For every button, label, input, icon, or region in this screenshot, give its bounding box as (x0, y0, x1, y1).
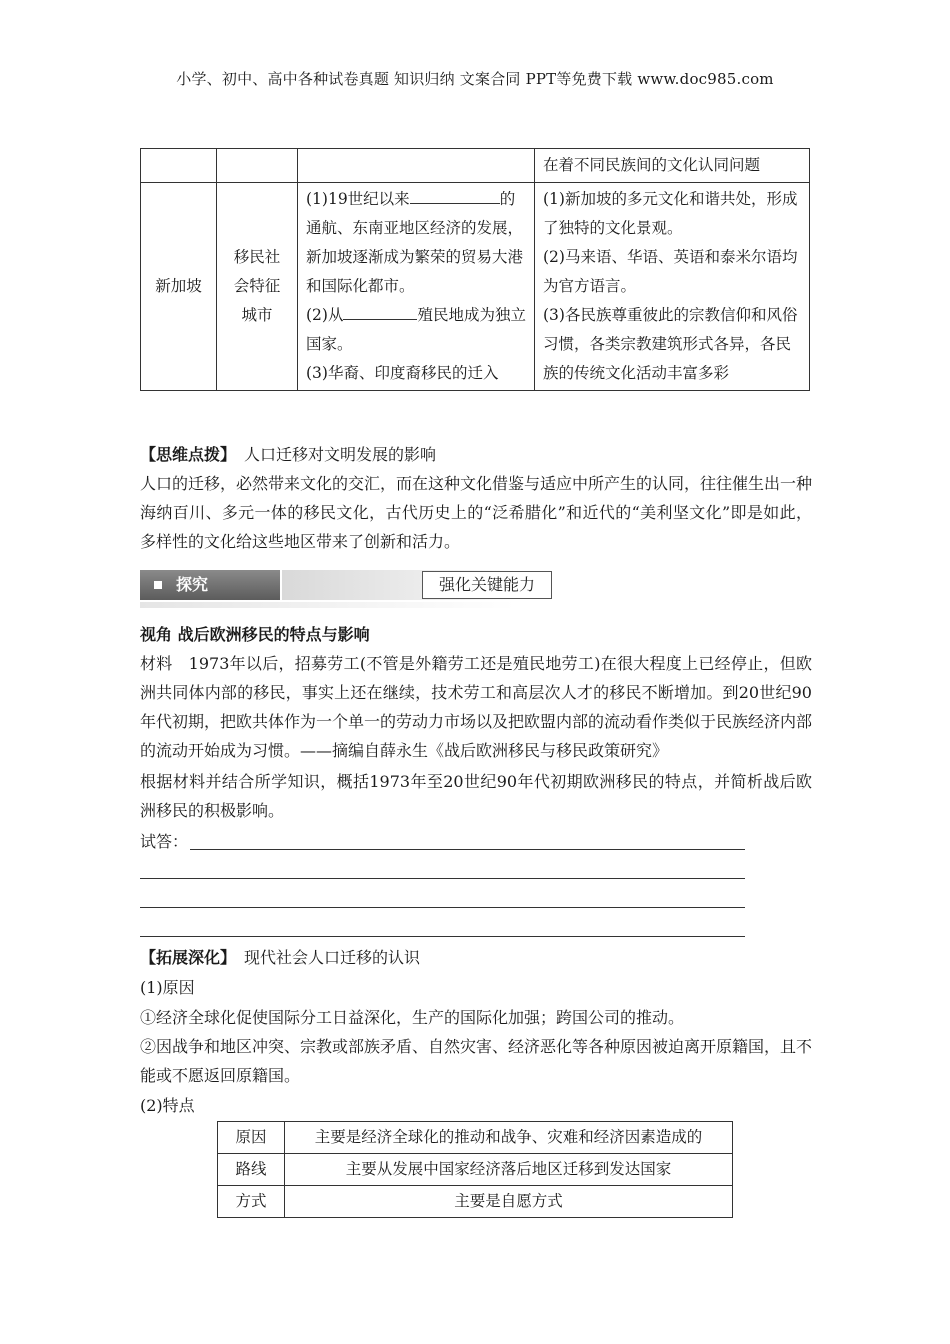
table-row: 原因 主要是经济全球化的推动和战争、灾难和经济因素造成的 (218, 1122, 733, 1154)
reason-1: ①经济全球化促使国际分工日益深化，生产的国际化加强；跨国公司的推动。 (140, 1008, 685, 1027)
table-row (141, 149, 810, 183)
cell-type: 移民社会特征城市 (217, 183, 298, 391)
cell-features: (1)新加坡的多元文化和谐共处，形成了独特的文化景观。 (2)马来语、华语、英语和泰米尔语均为官方语言。 (3)各民族尊重彼此的宗教信仰和风俗习惯，各类宗教建筑形式各异，各民族的传统文化活动丰富多彩 (535, 183, 810, 391)
page-header: 小学、初中、高中各种试卷真题 知识归纳 文案合同 PPT等免费下载 www.doc985.com (176, 70, 774, 88)
table-row: 方式 主要是自愿方式 (218, 1186, 733, 1218)
material-text: 材料 1973年以后，招募劳工(不管是外籍劳工还是殖民地劳工)在很大程度上已经停止，但欧洲共同体内部的移民，事实上还在继续，技术劳工和高层次人才的移民不断增加。到20世纪90年代初期，把欧共体作为一个单一的劳动力市场以及把欧盟内部的流动看作类似于民族经济内部的流动开始成为习惯。——摘编自薛永生《战后欧洲移民与移民政策研究》 (140, 654, 813, 760)
fill-blank-1[interactable] (410, 185, 500, 204)
reason-2: ②因战争和地区冲突、宗教或部族矛盾、自然灾害、经济恶化等各种原因被迫离开原籍国，且不能或不愿返回原籍国。 (140, 1037, 813, 1085)
perspective-title: 视角 战后欧洲移民的特点与影响 (140, 625, 370, 644)
thinking-body: 人口的迁移，必然带来文化的交汇，而在这种文化借鉴与适应中所产生的认同，往往催生出一种海纳百川、多元一体的移民文化，古代历史上的“泛希腊化”和近代的“美利坚文化”即是如此，多样性的文化给这些地区带来了创新和活力。 (140, 474, 813, 551)
answer-line[interactable] (190, 849, 745, 850)
singapore-table (140, 148, 810, 391)
table-row: 路线 主要从发展中国家经济落后地区迁移到发达国家 (218, 1154, 733, 1186)
answer-line[interactable] (140, 936, 745, 937)
reasons-heading: (1)原因 (140, 978, 195, 997)
answer-line[interactable] (140, 907, 745, 908)
cell-continued: 在着不同民族间的文化认同问题 (535, 149, 810, 183)
features-table (217, 1121, 733, 1218)
fill-blank-2[interactable] (343, 301, 417, 320)
answer-line[interactable] (140, 878, 745, 879)
extend-heading: 【拓展深化】 现代社会人口迁移的认识 (140, 948, 421, 967)
question-text: 根据材料并结合所学知识，概括1973年至20世纪90年代初期欧洲移民的特点，并简析战后欧洲移民的积极影响。 (140, 772, 812, 820)
cell-causes: (1)19世纪以来 的通航、东南亚地区经济的发展，新加坡逐渐成为繁荣的贸易大港和国际化都市。 (2)从 殖民地成为独立国家。 (3)华裔、印度裔移民的迁入 (298, 183, 535, 391)
features-heading: (2)特点 (140, 1096, 195, 1115)
cell-country: 新加坡 (141, 183, 217, 391)
thinking-heading: 【思维点拨】 人口迁移对文明发展的影响 (140, 445, 437, 464)
table-row (141, 183, 810, 391)
answer-label: 试答： (140, 832, 189, 851)
square-icon (154, 581, 162, 589)
explore-banner: 探究 强化关键能力 (140, 566, 516, 608)
